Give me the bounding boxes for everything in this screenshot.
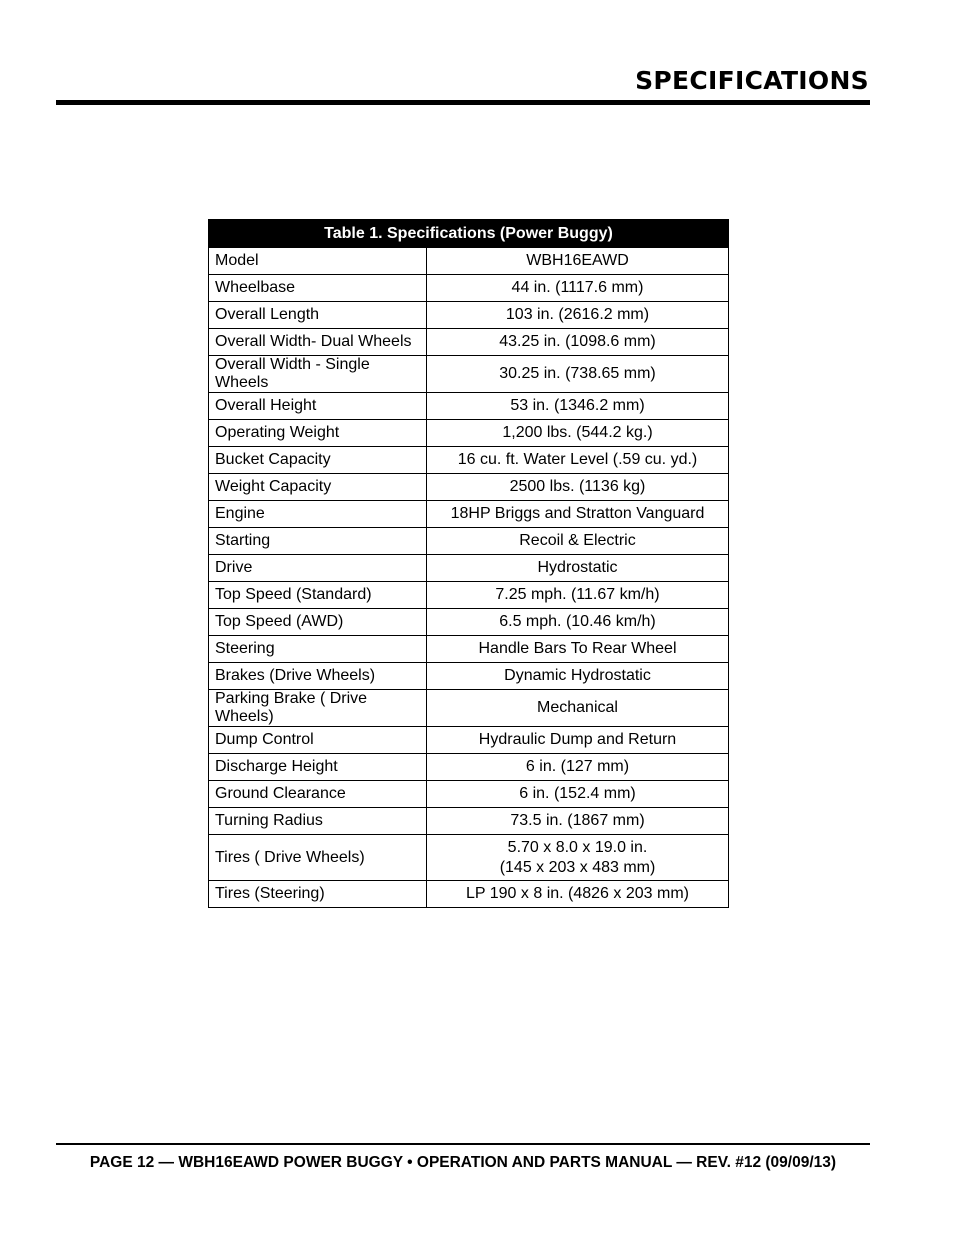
table-row: [209, 808, 729, 835]
spec-label: Engine: [209, 501, 427, 528]
spec-label: Overall Length: [209, 302, 427, 329]
spec-label: Wheelbase: [209, 275, 427, 302]
spec-value: 103 in. (2616.2 mm): [427, 302, 729, 329]
spec-label: Operating Weight: [209, 420, 427, 447]
spec-label: Ground Clearance: [209, 781, 427, 808]
spec-label: Steering: [209, 636, 427, 663]
spec-value: Dynamic Hydrostatic: [427, 663, 729, 690]
spec-value-line-1: 5.70 x 8.0 x 19.0 in.: [507, 838, 648, 856]
spec-label: Starting: [209, 528, 427, 555]
table-row: [209, 636, 729, 663]
table-row: [209, 474, 729, 501]
spec-value: 6 in. (152.4 mm): [427, 781, 729, 808]
spec-value: Hydrostatic: [427, 555, 729, 582]
footer-divider: [56, 1143, 870, 1145]
spec-value: WBH16EAWD: [427, 248, 729, 275]
spec-value: 7.25 mph. (11.67 km/h): [427, 582, 729, 609]
spec-value: LP 190 x 8 in. (4826 x 203 mm): [427, 881, 729, 908]
spec-value: 6.5 mph. (10.46 km/h): [427, 609, 729, 636]
table-row: [209, 727, 729, 754]
table-row: [209, 420, 729, 447]
spec-value: 44 in. (1117.6 mm): [427, 275, 729, 302]
header-divider: [56, 100, 870, 105]
spec-value: 73.5 in. (1867 mm): [427, 808, 729, 835]
spec-value: 16 cu. ft. Water Level (.59 cu. yd.): [427, 447, 729, 474]
spec-label: Parking Brake ( Drive Wheels): [209, 690, 427, 727]
table-row: [209, 582, 729, 609]
page-footer: PAGE 12 — WBH16EAWD POWER BUGGY • OPERATION AND PARTS MANUAL — REV. #12 (09/09/13): [89, 1154, 837, 1171]
spec-value: 30.25 in. (738.65 mm): [427, 356, 729, 393]
spec-label: Weight Capacity: [209, 474, 427, 501]
spec-label: Turning Radius: [209, 808, 427, 835]
spec-label: Tires ( Drive Wheels): [209, 835, 427, 881]
spec-label: Top Speed (AWD): [209, 609, 427, 636]
spec-label: Top Speed (Standard): [209, 582, 427, 609]
table-row: [209, 528, 729, 555]
spec-label: Bucket Capacity: [209, 447, 427, 474]
spec-value: 1,200 lbs. (544.2 kg.): [427, 420, 729, 447]
table-row: [209, 835, 729, 881]
spec-label: Drive: [209, 555, 427, 582]
spec-value: Mechanical: [427, 690, 729, 727]
table-row: [209, 781, 729, 808]
spec-label: Model: [209, 248, 427, 275]
spec-label: Dump Control: [209, 727, 427, 754]
table-row: [209, 447, 729, 474]
table-caption-row: [209, 220, 729, 248]
spec-label: Brakes (Drive Wheels): [209, 663, 427, 690]
table-row: [209, 356, 729, 393]
table-row: [209, 663, 729, 690]
specifications-table: [208, 219, 729, 908]
spec-value: 43.25 in. (1098.6 mm): [427, 329, 729, 356]
spec-label: Overall Width- Dual Wheels: [209, 329, 427, 356]
spec-value: 2500 lbs. (1136 kg): [427, 474, 729, 501]
table-row: [209, 754, 729, 781]
spec-value: Recoil & Electric: [427, 528, 729, 555]
table-row: [209, 881, 729, 908]
table-row: [209, 609, 729, 636]
spec-value: Handle Bars To Rear Wheel: [427, 636, 729, 663]
spec-value: 53 in. (1346.2 mm): [427, 393, 729, 420]
spec-value: [427, 835, 729, 881]
table-caption: Table 1. Specifications (Power Buggy): [209, 220, 729, 248]
spec-label: Discharge Height: [209, 754, 427, 781]
spec-value: Hydraulic Dump and Return: [427, 727, 729, 754]
table-row: [209, 302, 729, 329]
spec-label: Tires (Steering): [209, 881, 427, 908]
table-row: [209, 248, 729, 275]
spec-value-line-2: (145 x 203 x 483 mm): [499, 858, 656, 876]
spec-value: 6 in. (127 mm): [427, 754, 729, 781]
table-row: [209, 275, 729, 302]
table-row: [209, 329, 729, 356]
spec-value: 18HP Briggs and Stratton Vanguard: [427, 501, 729, 528]
table-row: [209, 501, 729, 528]
page-title: SPECIFICATIONS: [635, 66, 869, 95]
spec-label: Overall Height: [209, 393, 427, 420]
table-row: [209, 555, 729, 582]
table-row: [209, 393, 729, 420]
spec-label: Overall Width - Single Wheels: [209, 356, 427, 393]
table-row: [209, 690, 729, 727]
